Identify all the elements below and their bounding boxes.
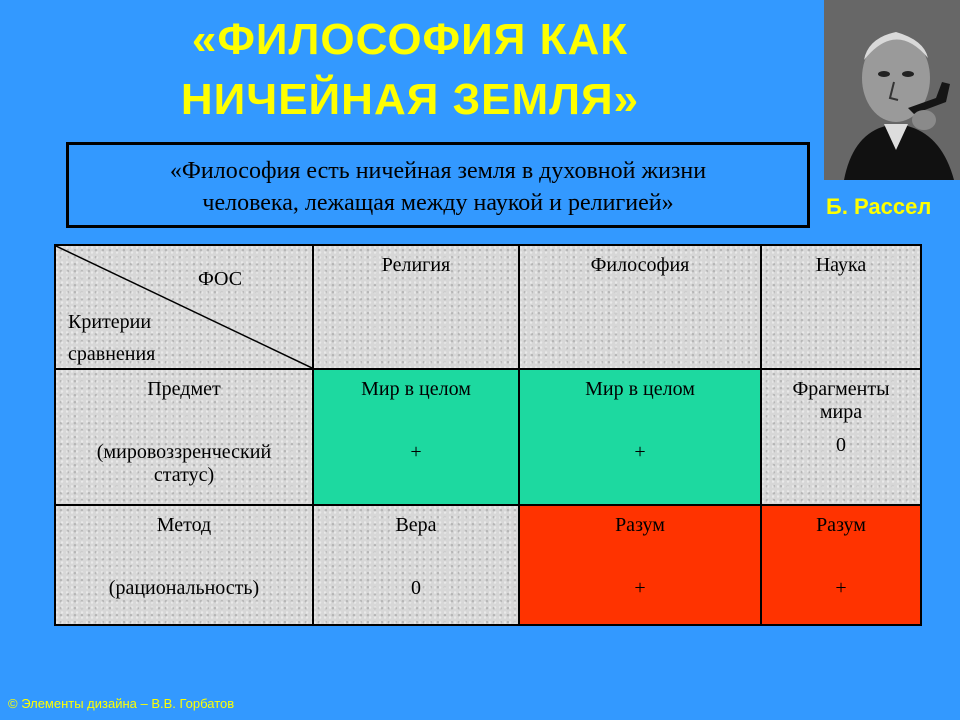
row-label: Предмет bbox=[147, 378, 221, 400]
criteria-line-2: сравнения bbox=[68, 343, 156, 365]
corner-fos-label: ФОС bbox=[198, 268, 243, 290]
russell-portrait bbox=[824, 0, 960, 180]
quote-box bbox=[66, 142, 810, 228]
portrait-caption: Б. Рассел bbox=[826, 194, 932, 219]
row-sublabel: (мировоззренческий bbox=[96, 441, 272, 463]
cell-mark: + bbox=[634, 577, 646, 599]
footer-credit: © Элементы дизайна – В.В. Горбатов bbox=[8, 696, 235, 711]
cell-mark: + bbox=[410, 441, 422, 463]
corner-cell bbox=[55, 245, 313, 369]
corner-criteria-label bbox=[68, 306, 155, 370]
header-philosophy: Философия bbox=[519, 245, 761, 369]
row-label-subject bbox=[55, 369, 313, 505]
cell-text-2: мира bbox=[819, 401, 863, 423]
cell-religion-method bbox=[313, 505, 519, 625]
header-religion: Религия bbox=[313, 245, 519, 369]
quote-line-2: человека, лежащая между наукой и религией» bbox=[202, 190, 674, 216]
cell-text: Разум bbox=[615, 514, 665, 536]
row-label-method bbox=[55, 505, 313, 625]
cell-religion-subject bbox=[313, 369, 519, 505]
cell-mark: 0 bbox=[836, 434, 846, 456]
cell-mark: 0 bbox=[411, 577, 421, 599]
title-line-2: НИЧЕЙНАЯ ЗЕМЛЯ» bbox=[180, 75, 640, 124]
title-line-1: «ФИЛОСОФИЯ КАК bbox=[191, 15, 629, 64]
table-row bbox=[55, 505, 921, 625]
quote-line-1: «Философия есть ничейная земля в духовной жизни bbox=[169, 158, 707, 184]
cell-text: Фрагменты bbox=[792, 378, 890, 400]
cell-philosophy-subject bbox=[519, 369, 761, 505]
table-row bbox=[55, 369, 921, 505]
cell-text: Мир в целом bbox=[361, 378, 471, 400]
row-sublabel-2: статус) bbox=[153, 464, 215, 486]
cell-science-subject bbox=[761, 369, 921, 505]
portrait-image bbox=[824, 0, 960, 180]
header-science: Наука bbox=[761, 245, 921, 369]
cell-text: Мир в целом bbox=[585, 378, 695, 400]
table-header-row bbox=[55, 245, 921, 369]
cell-philosophy-method bbox=[519, 505, 761, 625]
cell-science-method bbox=[761, 505, 921, 625]
comparison-table bbox=[54, 244, 922, 626]
cell-text: Вера bbox=[395, 514, 437, 536]
criteria-line-1: Критерии bbox=[68, 311, 152, 333]
row-label: Метод bbox=[156, 514, 212, 536]
cell-mark: + bbox=[634, 441, 646, 463]
cell-text: Разум bbox=[816, 514, 866, 536]
row-sublabel: (рациональность) bbox=[108, 577, 260, 599]
cell-mark: + bbox=[835, 577, 847, 599]
slide-title bbox=[90, 10, 730, 130]
